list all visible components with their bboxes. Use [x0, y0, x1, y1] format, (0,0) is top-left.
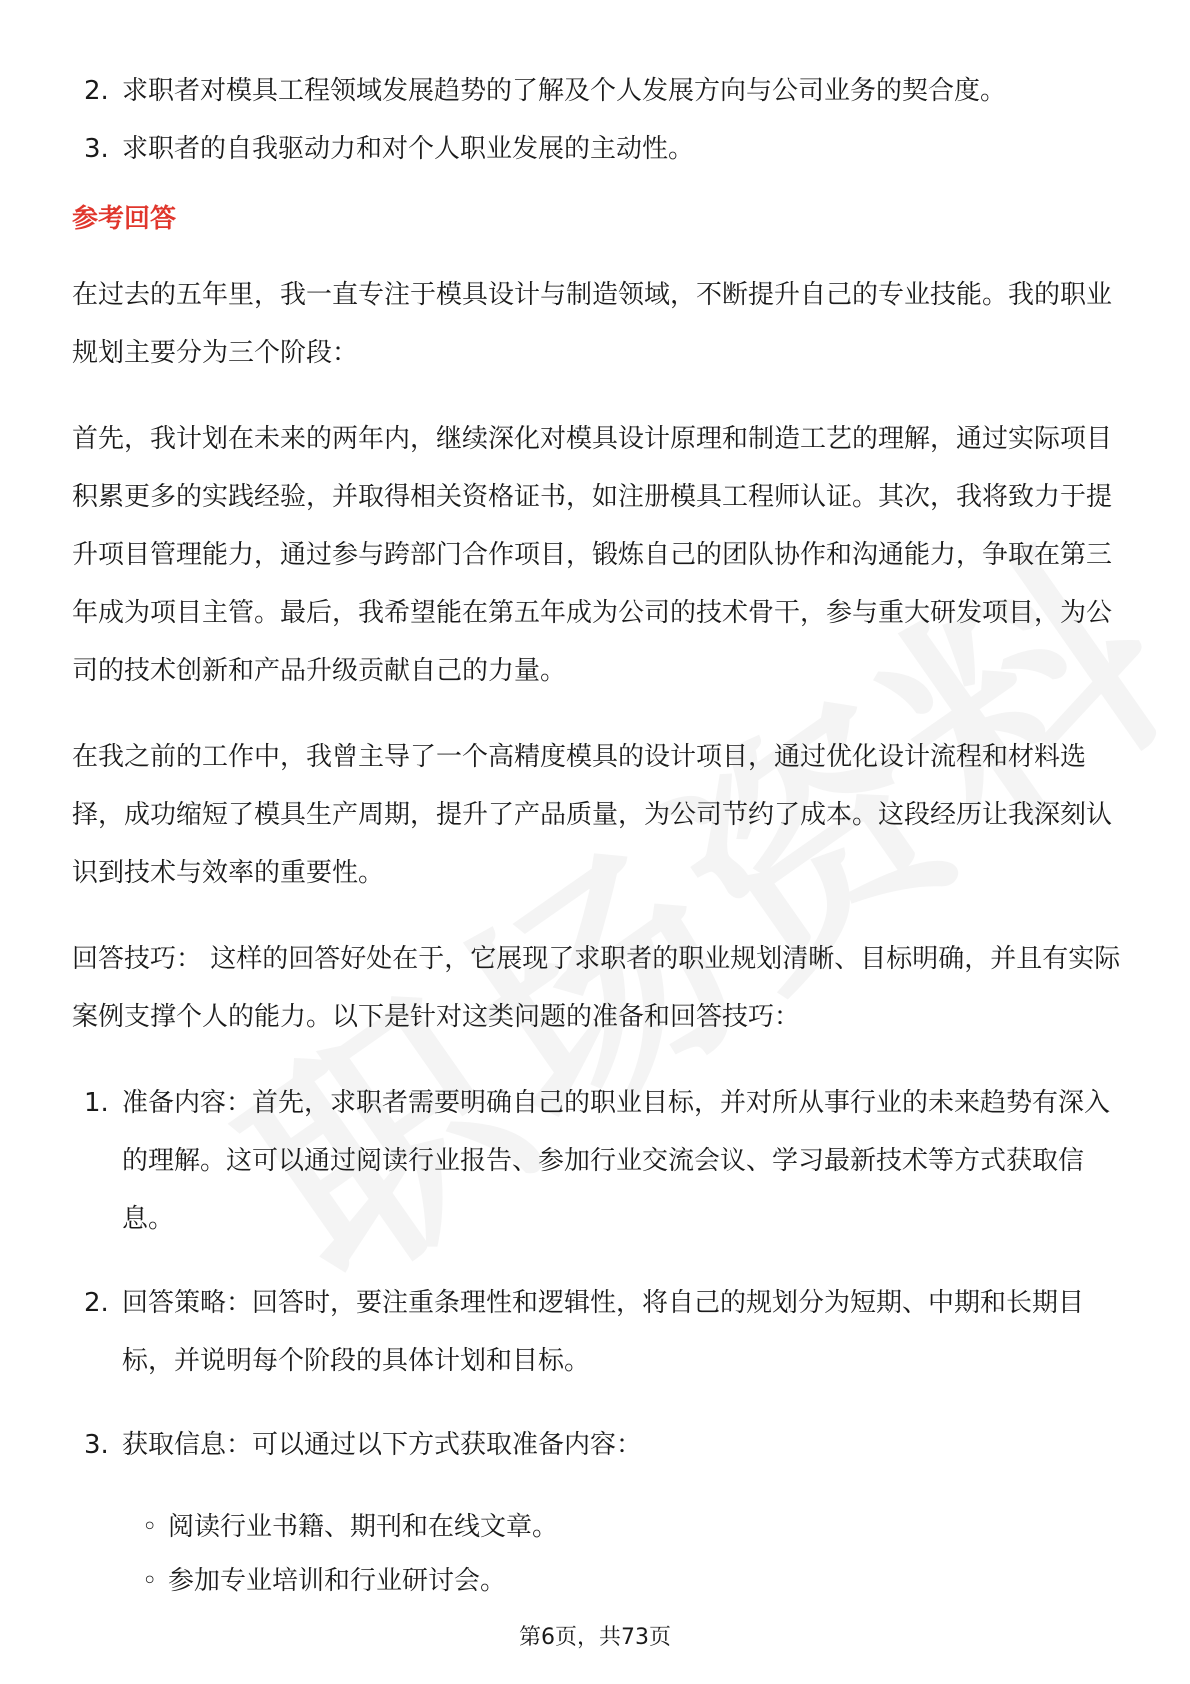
list-text: 求职者对模具工程领域发展趋势的了解及个人发展方向与公司业务的契合度。: [122, 76, 1007, 106]
bullet-text: 阅读行业书籍、期刊和在线文章。: [168, 1512, 559, 1542]
list-text: 准备内容：首先，求职者需要明确自己的职业目标，并对所从事行业的未来趋势有深入的理解。这可以通过阅读行业报告、参加行业交流会议、学习最新技术等方式获取信息。: [122, 1088, 1111, 1234]
list-item: [72, 1416, 1122, 1474]
list-number: 2.: [84, 76, 109, 106]
list-item: [72, 62, 1122, 120]
bullet-item: [142, 1500, 1122, 1554]
list-item: [72, 120, 1122, 178]
tips-list: [72, 1074, 1122, 1474]
list-text: 求职者的自我驱动力和对个人职业发展的主动性。: [122, 134, 695, 164]
document-content: [72, 62, 1122, 1608]
bullet-icon: ◦: [142, 1512, 158, 1542]
list-item: [72, 1074, 1122, 1248]
paragraph: 首先，我计划在未来的两年内，继续深化对模具设计原理和制造工艺的理解，通过实际项目积累更多的实践经验，并取得相关资格证书，如注册模具工程师认证。其次，我将致力于提升项目管理能力，通过参与跨部门合作项目，锻炼自己的团队协作和沟通能力，争取在第三年成为项目主管。最后，我希望能在第五年成为公司的技术骨干，参与重大研发项目，为公司的技术创新和产品升级贡献自己的力量。: [72, 424, 1113, 686]
list-text: 回答策略：回答时，要注重条理性和逻辑性，将自己的规划分为短期、中期和长期目标，并说明每个阶段的具体计划和目标。: [122, 1288, 1085, 1376]
bullet-icon: ◦: [142, 1566, 158, 1596]
section-heading: 参考回答: [72, 204, 177, 234]
list-item: [72, 1274, 1122, 1390]
page-footer: 第6页，共73页: [519, 1625, 671, 1650]
list-number: 1.: [84, 1088, 109, 1118]
paragraph: 在过去的五年里，我一直专注于模具设计与制造领域，不断提升自己的专业技能。我的职业规划主要分为三个阶段：: [72, 280, 1113, 368]
list-number: 3.: [84, 134, 109, 164]
list-number: 3.: [84, 1430, 109, 1460]
paragraph: 回答技巧： 这样的回答好处在于，它展现了求职者的职业规划清晰、目标明确，并且有实际案例支撑个人的能力。以下是针对这类问题的准备和回答技巧：: [72, 944, 1121, 1032]
paragraph: 在我之前的工作中，我曾主导了一个高精度模具的设计项目，通过优化设计流程和材料选择，成功缩短了模具生产周期，提升了产品质量，为公司节约了成本。这段经历让我深刻认识到技术与效率的重要性。: [72, 742, 1113, 888]
list-text: 获取信息：可以通过以下方式获取准备内容：: [122, 1430, 643, 1460]
bullet-item: [142, 1554, 1122, 1608]
criteria-list: [72, 62, 1122, 178]
bullet-text: 参加专业培训和行业研讨会。: [168, 1566, 507, 1596]
list-number: 2.: [84, 1288, 109, 1318]
bullet-list: [142, 1500, 1122, 1608]
